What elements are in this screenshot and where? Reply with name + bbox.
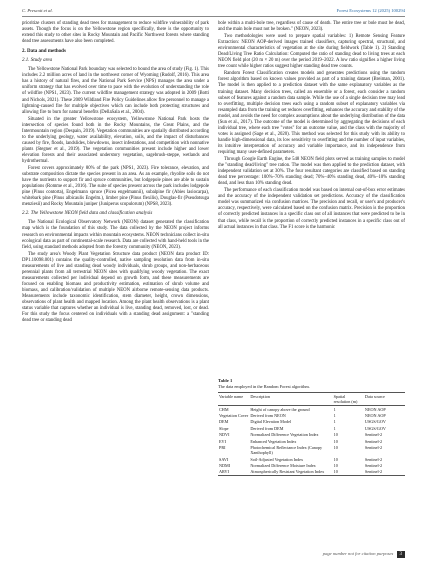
cell-variable: CHM bbox=[219, 406, 229, 412]
cell-resolution: 10 bbox=[333, 438, 338, 444]
cell-resolution: 10 bbox=[333, 444, 338, 450]
table-row bbox=[218, 444, 405, 456]
running-header-journal[interactable]: Forest Ecosystems 12 (2025) 100294 bbox=[336, 8, 405, 13]
cell-variable: DEM bbox=[219, 419, 229, 425]
cell-description: Atmospherically Resistant Vegetation Index bbox=[250, 469, 325, 475]
footer-note: page number not for citation purposes bbox=[322, 551, 394, 556]
cell-resolution: 1 bbox=[333, 419, 336, 425]
page-number: 3 bbox=[397, 551, 406, 558]
paragraph-right-1: bole within a multi-bole tree, regardless of cause of death. The entire tree or bole must be dead, and the main bole must not be broken." (NEON, 2023). bbox=[218, 21, 405, 33]
column-header-source: Data source bbox=[364, 394, 385, 399]
cell-variable: Slope bbox=[219, 425, 229, 431]
right-column bbox=[218, 21, 405, 232]
cell-variable: NDMI bbox=[219, 462, 231, 468]
cell-variable: ARVI bbox=[219, 469, 229, 475]
cell-source: Sentinel-2 bbox=[364, 444, 383, 450]
cell-description: Normalized Difference Vegetation Index bbox=[250, 432, 319, 438]
cell-description: Height of canopy above the ground bbox=[250, 406, 310, 412]
column-header-resolution: Spatial resolution (m) bbox=[333, 394, 358, 404]
cell-description: Normalized Difference Moisture Index bbox=[250, 462, 316, 468]
cell-description: Digital Elevation Model bbox=[250, 419, 292, 425]
cell-resolution: 10 bbox=[333, 462, 338, 468]
paragraph-study-area-3: Forest covers approximately 80% of the park (NPS1, 2023). Fire tolerance, elevation, and substrate composition dictate the species present in an area. As an example, rhyolite soils do not have the nutrients to support fir and spruce communities, but lodgepole pines are able to sustain populations (Romme et al., 2016). The suite of species present across the park includes lodgepole pine (Pinus contorta), Engelmann spruce (Picea engelmannii), subalpine fir (Abies lasiocarpa), whitebark pine (Pinus albicaulis Engelm.), limber pine (Pinus flexilis), Douglas-fir (Pseudotsuga menziesii) and Rocky Mountain juniper (Juniperus scopulorum) (NPS8, 2023). bbox=[22, 166, 209, 208]
cell-resolution: 1 bbox=[333, 425, 336, 431]
cell-variable: NDVI bbox=[219, 432, 230, 438]
cell-resolution: 10 bbox=[333, 456, 338, 462]
left-column bbox=[22, 21, 209, 325]
cell-resolution: 1 bbox=[333, 406, 336, 412]
table-header-row bbox=[218, 393, 405, 406]
paragraph-right-4: Through Google Earth Engine, the 548 NEON field plots served as training samples to model the "standing dead/living" tree ration. The model was then applied to the prediction dataset, with independent validation set at 30%. The four resultant categories are classified based on standing dead tree percentage: 100%–70% standing dead; 70%–40% standing dead, 40%–10% standing dead, and less than 10% standing dead. bbox=[218, 157, 405, 187]
paragraph-neon-1: The National Ecological Observatory Network (NEON) dataset generated the classification map which is the foundation of this study. The data collected by the NEON project informs research on environmental impacts within mountain ecosystems. NEON technicians collect in-situ ecological data as part of continental-scale research. Data are collected with hand-held tools in the field, using standard methods adopted from the forestry community (NEON, 2023). bbox=[22, 220, 209, 250]
paragraph-intro: prioritize clusters of standing dead trees for management to reduce wildfire vulnerability of park assets. Though the focus is on the Yellowstone region specifically, there is the opportunity to extend this study to other sites in Rocky Mountain and Pacific Northwest forests where standing dead tree assessments have also been completed. bbox=[22, 21, 209, 45]
paragraph-neon-2: The study area's Woody Plant Vegetation Structure data product (NEON data product ID: DP1.10098.001) contains the quality-controlled, native sampling resolution data from in-situ measurements of live and standing dead woody individuals, shrub groups, and non-herbaceous perennial plants from all terrestrial NEON sites with qualifying woody vegetation. The exact measurements collected per individual depend on growth form, and these measurements are focused on enabling biomass and productivity estimation, estimation of shrub volume and biomass, and calibration/validation of multiple NEON airborne remote-sensing data products. Measurements include taxonomic identification, stem diameter, height, crown dimensions, observations of plant health and mapped location. Among the plant health observations is a plant status variable that captures whether an individual is live, standing dead, removed, lost, or dead. For this study the focus centered on individuals with a standing dead assignment: a "standing dead tree or standing dead bbox=[22, 251, 209, 324]
table-1 bbox=[218, 378, 405, 476]
table-title: Table 1 bbox=[218, 378, 233, 383]
cell-source: Sentinel-2 bbox=[364, 438, 383, 444]
cell-source: NEON AOP bbox=[364, 406, 386, 412]
cell-description: Soil-Adjusted Vegetation Index bbox=[250, 456, 304, 462]
cell-resolution: 1 bbox=[333, 412, 336, 418]
cell-source: Sentinel-2 bbox=[364, 462, 383, 468]
cell-source: Sentinel-2 bbox=[364, 432, 383, 438]
subsection-heading-neon: 2.2. The Yellowstone NEON field data and classification analysis bbox=[22, 211, 153, 217]
cell-variable: EVI bbox=[219, 438, 226, 444]
table-row bbox=[218, 406, 405, 413]
cell-resolution: 10 bbox=[333, 432, 338, 438]
cell-description: Photochemical Reflectance Index (Canopy Xanthophyll) bbox=[250, 444, 323, 456]
page-footer bbox=[323, 551, 405, 558]
cell-source: USGS/GOV bbox=[364, 419, 386, 425]
running-header-authors: C. Prescott et al. bbox=[22, 8, 53, 13]
cell-variable: SAVI bbox=[219, 456, 229, 462]
table-row bbox=[218, 469, 405, 476]
cell-description: Derived from NEON bbox=[250, 412, 286, 418]
cell-source: NEON AOP bbox=[364, 412, 386, 418]
header-divider bbox=[22, 16, 405, 17]
data-table bbox=[218, 392, 405, 476]
paragraph-study-area-1: The Yellowstone National Park boundary was selected to bound the area of study (Fig. 1). This includes 2.2 million acres of land in the northwest corner of Wyoming (Rudolf, 2016). This area has a history of natural fires, and the National Park Service (NPS) manages the area under a uniform strategy that has evolved over time to pace with the evolution of understanding the role of wildfire (NPS1, 2023). The current wildfire management strategy was adopted in 2009 (Botti and Nichols, 2021). These 2009 Wildland Fire Policy Guidelines allow fire personnel to manage a lightning-caused fire for multiple objectives which can include both protecting structures and allowing fire to burn for natural benefits (DellaSala et al., 2004). bbox=[22, 67, 209, 115]
cell-source: USGS/GOV bbox=[364, 425, 386, 431]
subsection-heading-study-area: 2.1. Study area bbox=[22, 58, 53, 64]
paragraph-right-2: Two methodologies were used to prepare spatial variables: 1) Remote Sensing Feature Extraction: NEON AOP-derived images trained classifiers, capturing spectral, structural, and environmental characteristics of vegetation at the site during fieldwork (Table 1). 2) Standing Dead/Living Tree Ratio Calculation: Computed the ratio of standing dead to living trees at each NEON field plot (20 m × 20 m) over the period 2019–2022. A low ratio signifies a higher living tree count while higher ratios suggest higher standing dead tree counts. bbox=[218, 34, 405, 70]
cell-source: Sentinel-2 bbox=[364, 456, 383, 462]
cell-description: Derived from DEM bbox=[250, 425, 284, 431]
table-caption: The data employed in the Random Forest algorithm. bbox=[218, 384, 310, 389]
column-header-variable: Variable name bbox=[219, 394, 244, 399]
paragraph-right-3: Random Forest Classification creates models and generates predictions using the random forest algorithm based on known values provided as part of a training dataset (Breiman, 2001). The model is then applied to a prediction dataset with the same explanatory variables as the training dataset. Many decision trees, called an ensemble or a forest, each consider a random subset of features against a random data sample. While the use of a single decision tree may lead to overfitting, multiple decision trees each using a random subset of explanatory variables via resampled data from the training set reduces overfitting, enhances the accuracy and stability of the model, and avoids the need for complex assumptions about the underlying distribution of the data (Sun et al., 2017). The outcome of the model is determined by aggregating the decisions of each individual tree, where each tree "votes" for an outcome value, and the class with the majority of votes is assigned (Sage et al., 2020). This method was selected for this study with its ability to handle high-dimensional data, its low sensitivity to overfitting and the number of input variables, its intuitive interpretation of accuracy and variable importance, and its independence from requiring many user-defined parameters. bbox=[218, 71, 405, 155]
cell-variable: Vegetation Cover bbox=[219, 412, 249, 418]
cell-source: Sentinel-2 bbox=[364, 469, 383, 475]
section-heading-methods: 2. Data and methods bbox=[22, 49, 66, 55]
paragraph-right-5: The performance of each classification model was based on internal out-of-box error estimates and the accuracy of the independent validation set predictions. Accuracy of the classification model was summarized via confusion matrices. The precision and recall, or user's and producer's accuracy, respectively, were calculated based on the confusion matrix. Precision is the proportion of correctly predicted instances in a specific class out of all instances that were predicted to be in that class, while recall is the proportion of correctly predicted instances in a specific class out of all actual instances in that class. The F1 score is the harmonic bbox=[218, 188, 405, 230]
paragraph-study-area-2: Situated in the greater Yellowstone ecosystem, Yellowstone National Park hosts the intersection of species found both in the Rocky Mountains, the Great Plains, and the Intermountain region (Despain, 2019). Vegetation communities are spatially distributed according to the underlying geology, water availability, elevation, soils, and the impact of disturbances caused by fire, floods, landslides, blowdowns, insect infestations, and competition with nonnative plants (Stegner et al., 2019). The vegetation communities present include higher and lower elevation forests and their associated understory vegetation, sagebrush-steppe, wetlands and hydrothermal. bbox=[22, 116, 209, 164]
column-header-description: Description bbox=[250, 394, 270, 399]
cell-resolution: 10 bbox=[333, 469, 338, 475]
cell-variable: PRI bbox=[219, 444, 226, 450]
cell-description: Enhanced Vegetation Index bbox=[250, 438, 297, 444]
